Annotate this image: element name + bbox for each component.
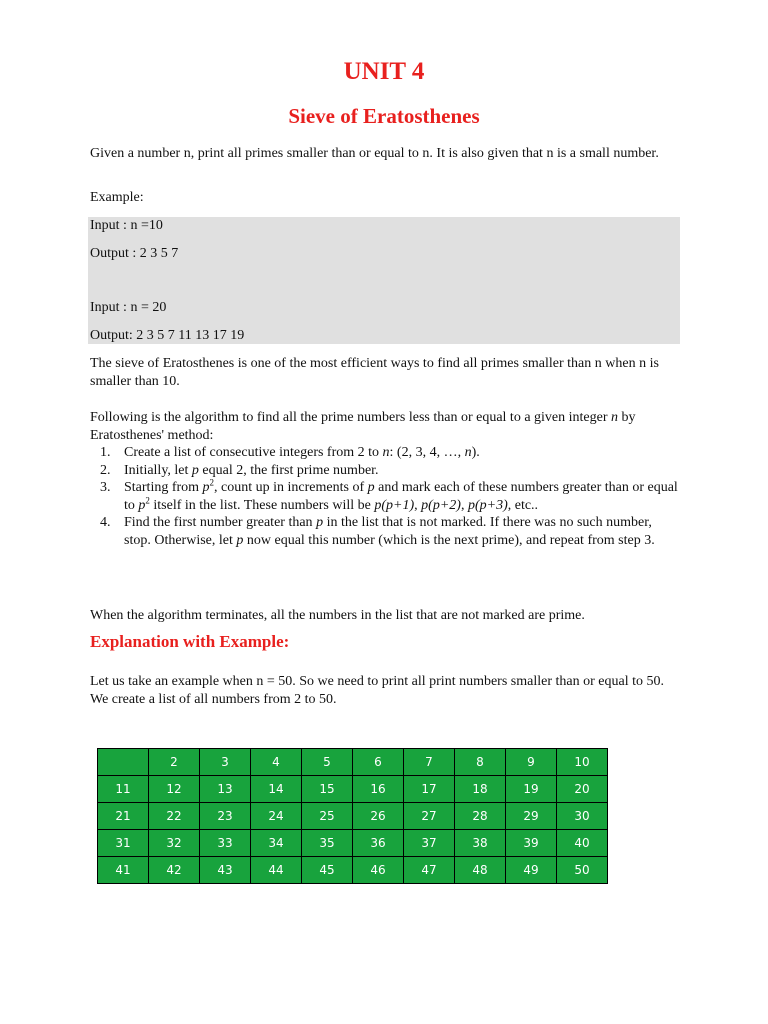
grid-cell: 16 bbox=[353, 776, 404, 803]
step-italic: p bbox=[202, 480, 210, 495]
grid-cell: 17 bbox=[404, 776, 455, 803]
termination-paragraph: When the algorithm terminates, all the numbers in the list that are not marked are prime. bbox=[90, 608, 585, 623]
number-grid bbox=[97, 748, 608, 884]
grid-cell: 19 bbox=[506, 776, 557, 803]
example-label: Example: bbox=[90, 190, 144, 205]
grid-cell: 21 bbox=[98, 803, 149, 830]
step-text: ). bbox=[471, 445, 480, 460]
grid-cell: 26 bbox=[353, 803, 404, 830]
grid-cell: 7 bbox=[404, 749, 455, 776]
algorithm-method: Eratosthenes' method: bbox=[90, 428, 214, 443]
example-input-2: Input : n = 20 bbox=[90, 300, 167, 315]
grid-cell: 3 bbox=[200, 749, 251, 776]
unit-heading: UNIT 4 bbox=[343, 58, 425, 85]
grid-cell bbox=[98, 749, 149, 776]
grid-cell: 28 bbox=[455, 803, 506, 830]
grid-cell: 9 bbox=[506, 749, 557, 776]
step-italic: n bbox=[464, 445, 472, 460]
step-text: , bbox=[414, 497, 422, 513]
grid-cell: 11 bbox=[98, 776, 149, 803]
step-italic: n bbox=[382, 445, 390, 460]
step-superscript: 2 bbox=[145, 494, 150, 505]
page-title: Sieve of Eratosthenes bbox=[288, 104, 480, 128]
grid-cell: 35 bbox=[302, 830, 353, 857]
grid-cell: 23 bbox=[200, 803, 251, 830]
step-text: Initially, let bbox=[124, 462, 192, 478]
step-text: now equal this number (which is the next prime), and repeat from step 3. bbox=[243, 532, 655, 548]
step-text: , count up in increments of bbox=[214, 480, 368, 495]
step-number: 1. bbox=[100, 445, 111, 460]
step-number: 2. bbox=[100, 462, 111, 478]
grid-cell: 45 bbox=[302, 857, 353, 884]
step-italic: p bbox=[138, 497, 146, 513]
example-description-line1: Let us take an example when n = 50. So we need to print all print numbers smaller than or equal to 50. bbox=[90, 674, 664, 689]
grid-cell: 25 bbox=[302, 803, 353, 830]
grid-cell: 39 bbox=[506, 830, 557, 857]
grid-cell: 8 bbox=[455, 749, 506, 776]
example-output-2: Output: 2 3 5 7 11 13 17 19 bbox=[90, 328, 245, 343]
grid-cell: 41 bbox=[98, 857, 149, 884]
grid-row bbox=[98, 830, 608, 857]
step-text: equal 2, the first prime number. bbox=[198, 462, 379, 478]
example-output-1: Output : 2 3 5 7 bbox=[90, 246, 179, 261]
grid-cell: 6 bbox=[353, 749, 404, 776]
grid-cell: 38 bbox=[455, 830, 506, 857]
example-input-1: Input : n =10 bbox=[90, 218, 163, 233]
grid-cell: 13 bbox=[200, 776, 251, 803]
grid-row bbox=[98, 857, 608, 884]
grid-cell: 29 bbox=[506, 803, 557, 830]
step-text: , etc.. bbox=[507, 497, 539, 513]
list-item bbox=[90, 462, 680, 480]
section-heading: Explanation with Example: bbox=[90, 632, 290, 651]
grid-cell: 33 bbox=[200, 830, 251, 857]
step-italic: p bbox=[367, 480, 375, 495]
step-text: Find the first number greater than bbox=[124, 515, 317, 530]
grid-cell: 43 bbox=[200, 857, 251, 884]
grid-cell: 46 bbox=[353, 857, 404, 884]
grid-cell: 10 bbox=[557, 749, 608, 776]
step-italic: p bbox=[191, 462, 199, 478]
algorithm-intro-by: by bbox=[618, 410, 636, 425]
step-number: 4. bbox=[100, 515, 111, 530]
grid-cell: 20 bbox=[557, 776, 608, 803]
grid-cell: 49 bbox=[506, 857, 557, 884]
step-text: itself in the list. These numbers will be bbox=[149, 497, 375, 513]
example-description bbox=[90, 673, 680, 709]
grid-row bbox=[98, 749, 608, 776]
example-box bbox=[88, 217, 680, 344]
algorithm-intro-n: n bbox=[611, 410, 619, 425]
grid-cell: 18 bbox=[455, 776, 506, 803]
grid-row bbox=[98, 803, 608, 830]
step-italic: p(p+2) bbox=[421, 497, 461, 513]
problem-statement: Given a number n, print all primes smaller than or equal to n. It is also given that n is a small number. bbox=[90, 146, 659, 161]
grid-cell: 12 bbox=[149, 776, 200, 803]
grid-cell: 24 bbox=[251, 803, 302, 830]
grid-cell: 47 bbox=[404, 857, 455, 884]
grid-cell: 22 bbox=[149, 803, 200, 830]
step-number: 3. bbox=[100, 480, 111, 495]
step-text: Create a list of consecutive integers from 2 to bbox=[124, 445, 383, 460]
step-text: : (2, 3, 4, …, bbox=[389, 445, 465, 460]
grid-cell: 2 bbox=[149, 749, 200, 776]
grid-cell: 5 bbox=[302, 749, 353, 776]
step-text: in the list that is not marked. If there was no such number, stop. Otherwise, let bbox=[124, 515, 652, 548]
list-item bbox=[90, 444, 680, 462]
grid-cell: 44 bbox=[251, 857, 302, 884]
list-item bbox=[90, 479, 680, 514]
grid-cell: 15 bbox=[302, 776, 353, 803]
grid-cell: 4 bbox=[251, 749, 302, 776]
grid-cell: 30 bbox=[557, 803, 608, 830]
step-italic: p(p+1) bbox=[374, 497, 415, 513]
algorithm-intro-text: Following is the algorithm to find all the prime numbers less than or equal to a given integer bbox=[90, 410, 612, 425]
example-description-line2: We create a list of all numbers from 2 to 50. bbox=[90, 692, 337, 707]
grid-cell: 37 bbox=[404, 830, 455, 857]
grid-cell: 14 bbox=[251, 776, 302, 803]
step-italic: p(p+3) bbox=[467, 497, 508, 513]
grid-cell: 31 bbox=[98, 830, 149, 857]
step-text: Starting from bbox=[124, 480, 203, 495]
efficiency-paragraph: The sieve of Eratosthenes is one of the most efficient ways to find all primes smaller than n when n is smaller than 10. bbox=[90, 356, 659, 389]
grid-cell: 50 bbox=[557, 857, 608, 884]
grid-cell: 34 bbox=[251, 830, 302, 857]
grid-cell: 40 bbox=[557, 830, 608, 857]
grid-row bbox=[98, 776, 608, 803]
step-superscript: 2 bbox=[209, 477, 215, 488]
step-text: and mark each of these numbers greater than or equal to bbox=[124, 480, 678, 513]
algorithm-steps bbox=[90, 444, 680, 549]
grid-cell: 48 bbox=[455, 857, 506, 884]
grid-cell: 27 bbox=[404, 803, 455, 830]
grid-cell: 36 bbox=[353, 830, 404, 857]
grid-cell: 32 bbox=[149, 830, 200, 857]
step-italic: p bbox=[316, 515, 324, 530]
grid-cell: 42 bbox=[149, 857, 200, 884]
algorithm-intro bbox=[90, 409, 680, 445]
step-italic: p bbox=[236, 532, 244, 548]
list-item bbox=[90, 514, 680, 549]
step-text: , bbox=[460, 497, 468, 513]
